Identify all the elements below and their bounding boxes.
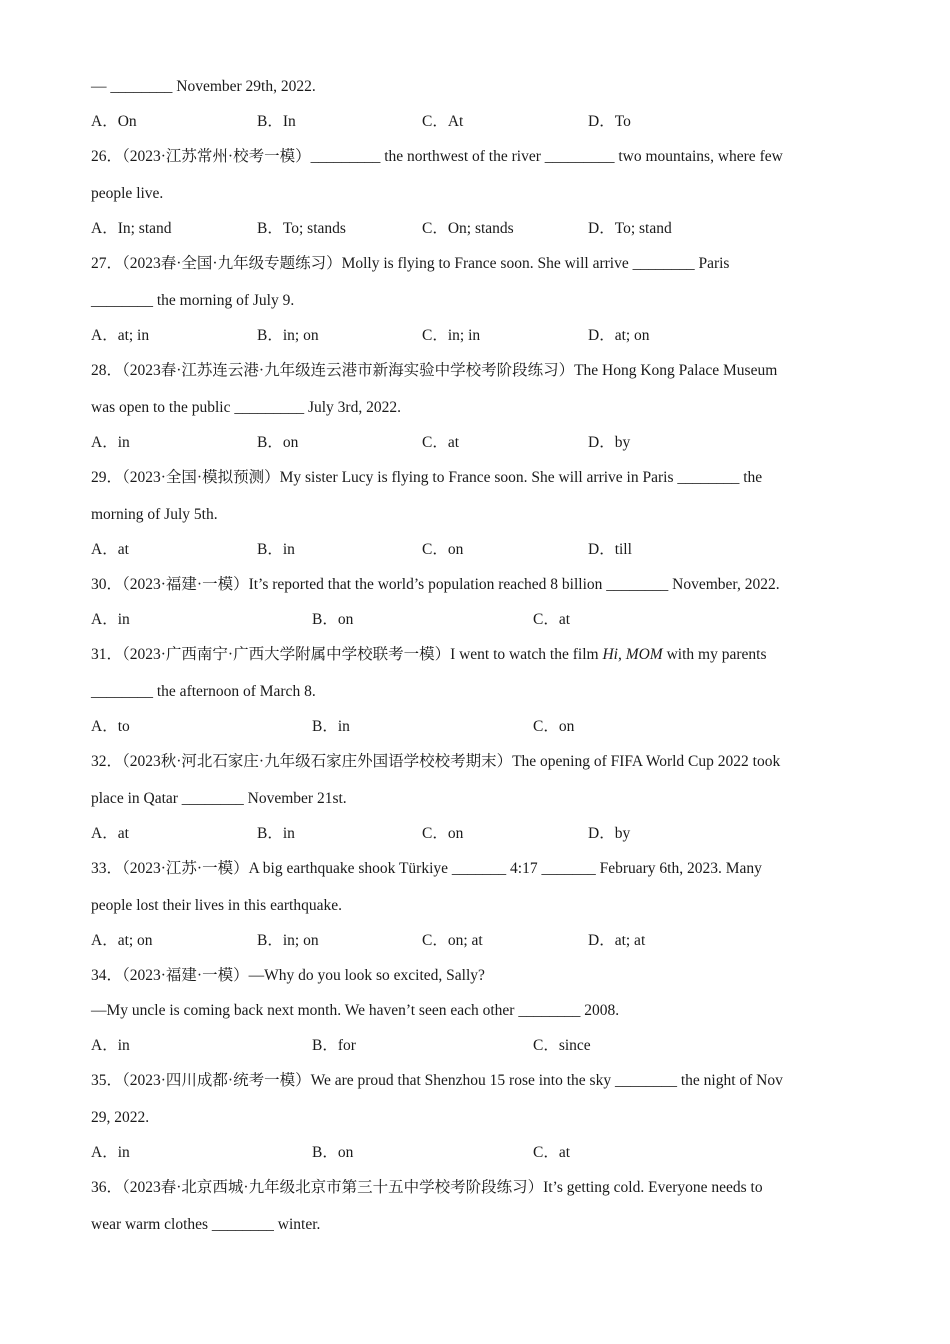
option-b: B．in (257, 541, 295, 558)
question-30-options (91, 610, 851, 630)
option-c: C．in; in (422, 327, 481, 344)
question-27-options (91, 326, 851, 346)
question-32-options (91, 824, 851, 844)
option-a: A．In; stand (91, 220, 172, 237)
option-d: D．at; on (588, 327, 650, 344)
option-b: B．In (257, 113, 296, 130)
question-33-line-2: people lost their lives in this earthquake. (91, 897, 342, 914)
question-31-line-2: ________ the afternoon of March 8. (91, 683, 316, 700)
option-a: A．to (91, 718, 130, 735)
option-a: A．in (91, 434, 130, 451)
question-31-line-1-start: 31．（2023·广西南宁·广西大学附属中学校联考一模）I went to watch the film (91, 646, 603, 663)
question-31-options (91, 717, 851, 737)
option-c: C．at (533, 611, 571, 628)
question-27-line-2: ________ the morning of July 9. (91, 292, 295, 309)
option-d: D．till (588, 541, 632, 558)
option-c: C．on (422, 541, 464, 558)
question-34-options (91, 1036, 851, 1056)
question-34-line-1: 34．（2023·福建·一模）—Why do you look so excited, Sally? (91, 967, 485, 984)
question-28-line-2: was open to the public _________ July 3rd, 2022. (91, 399, 401, 416)
option-b: B．on (312, 611, 354, 628)
film-title: Hi, MOM (602, 646, 663, 663)
option-a: A．in (91, 611, 130, 628)
question-30-line-1: 30．（2023·福建·一模）It’s reported that the world’s population reached 8 billion ________ November, 2022. (91, 576, 780, 593)
question-26-options (91, 219, 851, 239)
option-b: B．in; on (257, 327, 319, 344)
option-b: B．on (312, 1144, 354, 1161)
option-c: C．on (533, 718, 575, 735)
option-c: C．since (533, 1037, 591, 1054)
option-c: C．On; stands (422, 220, 514, 237)
option-b: B．for (312, 1037, 356, 1054)
option-c: C．At (422, 113, 464, 130)
question-29-line-1: 29．（2023·全国·模拟预测）My sister Lucy is flying to France soon. She will arrive in Paris ________ the (91, 469, 763, 486)
option-b: B．To; stands (257, 220, 346, 237)
option-a: A．at; on (91, 932, 153, 949)
question-36-line-1: 36．（2023春·北京西城·九年级北京市第三十五中学校考阶段练习）It’s getting cold. Everyone needs to (91, 1179, 763, 1196)
option-b: B．in (312, 718, 350, 735)
option-a: A．in (91, 1037, 130, 1054)
question-29-options (91, 540, 851, 560)
option-d: D．To (588, 113, 631, 130)
question-28-line-1: 28．（2023春·江苏连云港·九年级连云港市新海实验中学校考阶段练习）The Hong Kong Palace Museum (91, 362, 778, 379)
question-34-line-2: —My uncle is coming back next month. We haven’t seen each other ________ 2008. (91, 1002, 620, 1019)
option-d: D．by (588, 825, 631, 842)
option-d: D．by (588, 434, 631, 451)
option-a: A．in (91, 1144, 130, 1161)
question-35-line-1: 35．（2023·四川成都·统考一模）We are proud that Shenzhou 15 rose into the sky ________ the night of Nov (91, 1072, 783, 1089)
option-d: D．at; at (588, 932, 646, 949)
question-35-options (91, 1143, 851, 1163)
question-33-line-1: 33．（2023·江苏·一模）A big earthquake shook Türkiye _______ 4:17 _______ February 6th, 2023. Many (91, 860, 762, 877)
option-c: C．at (533, 1144, 571, 1161)
question-33-options (91, 931, 851, 951)
question-29-line-2: morning of July 5th. (91, 506, 218, 523)
question-31-line-1 (91, 645, 766, 665)
option-b: B．in (257, 825, 295, 842)
question-26-line-2: people live. (91, 185, 164, 202)
question-35-line-2: 29, 2022. (91, 1109, 150, 1126)
option-a: A．at (91, 825, 129, 842)
option-d: D．To; stand (588, 220, 672, 237)
question-32-line-2: place in Qatar ________ November 21st. (91, 790, 347, 807)
question-25-tail: — ________ November 29th, 2022. (91, 78, 316, 95)
question-36-line-2: wear warm clothes ________ winter. (91, 1216, 321, 1233)
option-a: A．On (91, 113, 137, 130)
option-c: C．at (422, 434, 460, 451)
option-b: B．on (257, 434, 299, 451)
question-31-line-1-end: with my parents (662, 646, 767, 663)
option-a: A．at (91, 541, 129, 558)
question-26-line-1: 26．（2023·江苏常州·校考一模）_________ the northwest of the river _________ two mountains, where few (91, 148, 783, 165)
option-c: C．on (422, 825, 464, 842)
question-32-line-1: 32．（2023秋·河北石家庄·九年级石家庄外国语学校校考期末）The opening of FIFA World Cup 2022 took (91, 753, 781, 770)
question-25-options (91, 112, 851, 132)
option-b: B．in; on (257, 932, 319, 949)
option-c: C．on; at (422, 932, 483, 949)
question-28-options (91, 433, 851, 453)
question-27-line-1: 27．（2023春·全国·九年级专题练习）Molly is flying to France soon. She will arrive ________ Paris (91, 255, 730, 272)
option-a: A．at; in (91, 327, 150, 344)
